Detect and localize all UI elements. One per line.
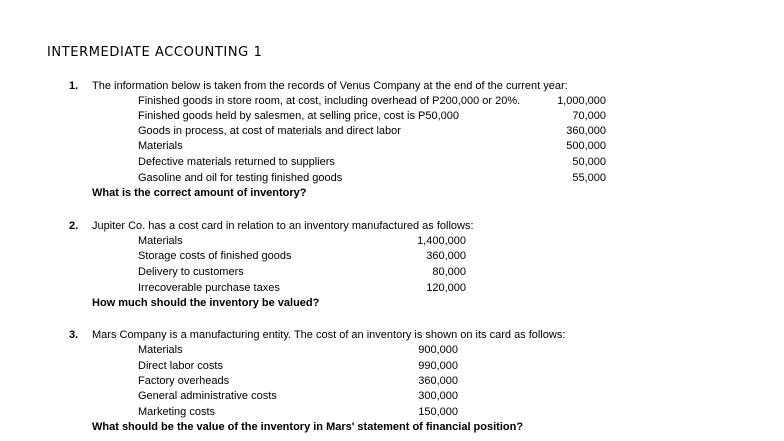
line-item-amount: 70,000 — [572, 110, 606, 122]
question-prompt: What is the correct amount of inventory? — [92, 187, 307, 199]
line-item-amount: 900,000 — [418, 344, 458, 356]
line-item-amount: 300,000 — [418, 390, 458, 402]
line-item — [0, 125, 784, 140]
line-item-label: Finished goods held by salesmen, at selling price, cost is P50,000 — [138, 110, 460, 122]
line-item-amount: 50,000 — [572, 156, 606, 168]
line-item-label: Direct labor costs — [138, 360, 223, 372]
line-item-label: Materials — [138, 344, 183, 356]
line-item — [0, 250, 784, 265]
line-item-label: Materials — [138, 235, 183, 247]
question-number: 2. — [69, 220, 79, 232]
page-title: INTERMEDIATE ACCOUNTING 1 — [47, 45, 263, 60]
line-item — [0, 95, 784, 110]
question-stem: The information below is taken from the records of Venus Company at the end of the current year: — [92, 80, 568, 92]
line-item-label: Marketing costs — [138, 406, 216, 418]
line-item — [0, 390, 784, 405]
line-item-label: Defective materials returned to suppliers — [138, 156, 335, 168]
question-stem: Mars Company is a manufacturing entity. The cost of an inventory is shown on its card as follows: — [92, 329, 566, 341]
line-item-label: General administrative costs — [138, 390, 277, 402]
line-item — [0, 140, 784, 155]
line-item-label: Materials — [138, 140, 183, 152]
line-item — [0, 360, 784, 375]
line-item-label: Factory overheads — [138, 375, 230, 387]
line-item — [0, 110, 784, 125]
line-item — [0, 235, 784, 250]
line-item — [0, 344, 784, 359]
question-prompt: How much should the inventory be valued? — [92, 297, 320, 309]
line-item-amount: 1,000,000 — [557, 95, 606, 107]
line-item-label: Storage costs of finished goods — [138, 250, 292, 262]
line-item-label: Irrecoverable purchase taxes — [138, 282, 280, 294]
line-item-amount: 1,400,000 — [417, 235, 466, 247]
line-item-amount: 360,000 — [418, 375, 458, 387]
line-item — [0, 156, 784, 171]
question-number: 3. — [69, 329, 79, 341]
line-item — [0, 375, 784, 390]
line-item-amount: 55,000 — [572, 172, 606, 184]
line-item — [0, 172, 784, 187]
line-item — [0, 406, 784, 421]
line-item-amount: 360,000 — [426, 250, 466, 262]
line-item-amount: 120,000 — [426, 282, 466, 294]
line-item-amount: 500,000 — [566, 140, 606, 152]
line-item-label: Gasoline and oil for testing finished goods — [138, 172, 343, 184]
line-item — [0, 282, 784, 297]
line-item-amount: 990,000 — [418, 360, 458, 372]
question-stem: Jupiter Co. has a cost card in relation to an inventory manufactured as follows: — [92, 220, 474, 232]
line-item-amount: 150,000 — [418, 406, 458, 418]
line-item-label: Delivery to customers — [138, 266, 244, 278]
line-item-amount: 360,000 — [566, 125, 606, 137]
question-number: 1. — [69, 80, 79, 92]
line-item-label: Finished goods in store room, at cost, including overhead of P200,000 or 20%. — [138, 95, 521, 107]
question-prompt: What should be the value of the inventory in Mars' statement of financial position? — [92, 421, 524, 433]
line-item — [0, 266, 784, 281]
line-item-amount: 80,000 — [432, 266, 466, 278]
line-item-label: Goods in process, at cost of materials and direct labor — [138, 125, 401, 137]
